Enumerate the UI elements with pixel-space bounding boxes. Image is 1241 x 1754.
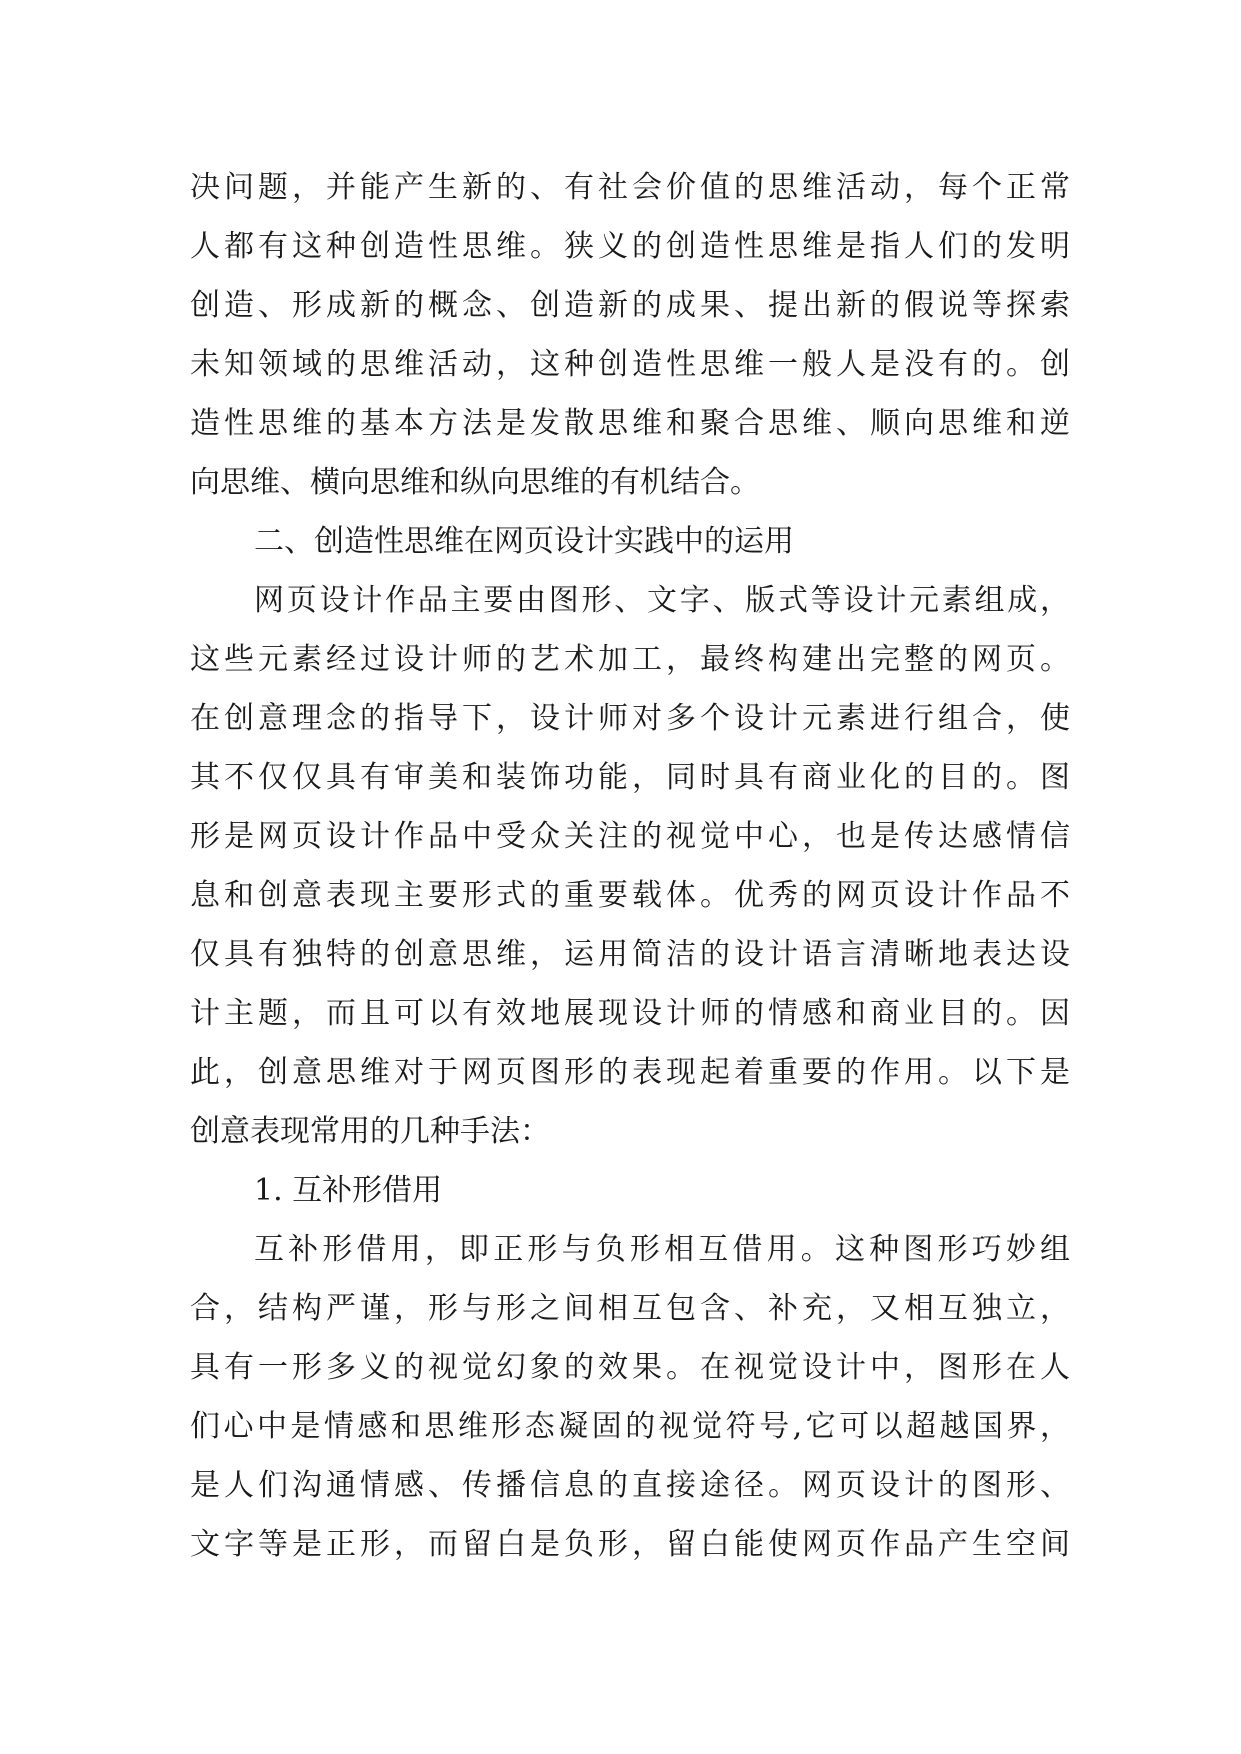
text-line: 在创意理念的指导下，设计师对多个设计元素进行组合，使 (190, 701, 1070, 736)
text-line: 形是网页设计作品中受众关注的视觉中心，也是传达感情信 (190, 819, 1070, 854)
text-line: 互补形借用，即正形与负形相互借用。这种图形巧妙组 (254, 1232, 1070, 1267)
text-line: 这些元素经过设计师的艺术加工，最终构建出完整的网页。 (190, 642, 1070, 677)
text-line: 具有一形多义的视觉幻象的效果。在视觉设计中，图形在人 (190, 1350, 1070, 1385)
text-line: 仅具有独特的创意思维，运用简洁的设计语言清晰地表达设 (190, 937, 1070, 972)
text-line: 合，结构严谨，形与形之间相互包含、补充，又相互独立， (190, 1291, 1070, 1326)
text-line: 此，创意思维对于网页图形的表现起着重要的作用。以下是 (190, 1055, 1070, 1090)
body-text (190, 158, 1070, 1574)
text-line: 向思维、横向思维和纵向思维的有机结合。 (190, 465, 760, 500)
text-line: 创造、形成新的概念、创造新的成果、提出新的假说等探索 (190, 288, 1070, 323)
text-line: 未知领域的思维活动，这种创造性思维一般人是没有的。创 (190, 347, 1070, 382)
subsection-heading: 1. 互补形借用 (254, 1173, 443, 1208)
text-line: 文字等是正形，而留白是负形，留白能使网页作品产生空间 (190, 1527, 1070, 1562)
text-line: 息和创意表现主要形式的重要载体。优秀的网页设计作品不 (190, 878, 1070, 913)
text-line: 造性思维的基本方法是发散思维和聚合思维、顺向思维和逆 (190, 406, 1070, 441)
section-heading: 二、创造性思维在网页设计实践中的运用 (254, 524, 794, 559)
text-line: 其不仅仅具有审美和装饰功能，同时具有商业化的目的。图 (190, 760, 1070, 795)
text-line: 们心中是情感和思维形态凝固的视觉符号,它可以超越国界， (190, 1409, 1070, 1444)
text-line: 创意表现常用的几种手法： (190, 1114, 550, 1149)
text-line: 是人们沟通情感、传播信息的直接途径。网页设计的图形、 (190, 1468, 1070, 1503)
text-line: 决问题，并能产生新的、有社会价值的思维活动，每个正常 (190, 170, 1070, 205)
text-line: 计主题，而且可以有效地展现设计师的情感和商业目的。因 (190, 996, 1070, 1031)
text-line: 人都有这种创造性思维。狭义的创造性思维是指人们的发明 (190, 229, 1070, 264)
text-line: 网页设计作品主要由图形、文字、版式等设计元素组成， (254, 583, 1070, 618)
